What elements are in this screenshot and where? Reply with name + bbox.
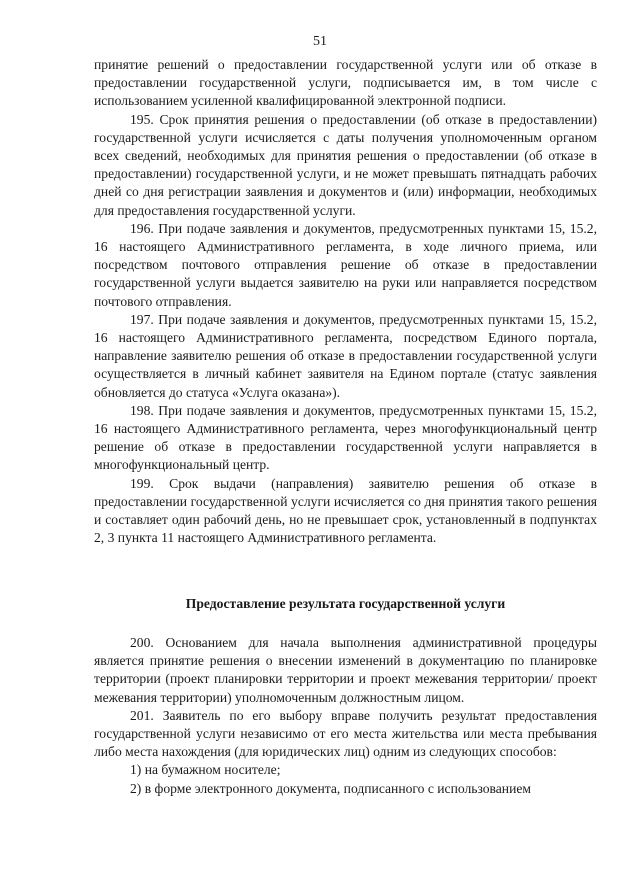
paragraph: 199. Срок выдачи (направления) заявителю решения об отказе в предоставлении государственной услуги исчисляется со дня принятия такого решения и составляет один рабочий день, но не превышает срок, установленный в подпунктах 2, 3 пункта 11 настоящего Административного регламента.: [94, 475, 597, 546]
paragraph: 201. Заявитель по его выбору вправе получить результат предоставления государственной услуги независимо от его места жительства или места пребывания либо места нахождения (для юридических лиц) одним из следующих способов:: [94, 707, 597, 760]
paragraph: 200. Основанием для начала выполнения административной процедуры является принятие решения о внесении изменений в документацию по планировке территории (проект планировки территории и проект межевания территории/ проект межевания территории) уполномоченным должностным лицом.: [94, 635, 597, 705]
list-item: 2) в форме электронного документа, подписанного с использованием: [130, 780, 531, 796]
paragraph: принятие решений о предоставлении государственной услуги или об отказе в предоставлении государственной услуги, подписывается им, в том числе с использованием усиленной квалифицированной электронной подписи.: [94, 57, 597, 109]
list-item: 1) на бумажном носителе;: [130, 762, 281, 778]
body-text-block-2: [94, 634, 597, 798]
paragraph: 197. При подаче заявления и документов, предусмотренных пунктами 15, 15.2, 16 настоящего Административного регламента, посредством Единого портала, направление заявителю решения об отказе в предоставлении государственной услуги осуществляется в личный кабинет заявителя на Едином портале (статус заявления обновляется до статуса «Услуга оказана»).: [94, 311, 597, 400]
paragraph: 198. При подаче заявления и документов, предусмотренных пунктами 15, 15.2, 16 настоящего Административного регламента, через многофункциональный центр решение об отказе в предоставлении государственной услуги направляется в многофункциональный центр.: [94, 402, 597, 473]
body-text-block: [94, 56, 597, 547]
paragraph: 196. При подаче заявления и документов, предусмотренных пунктами 15, 15.2, 16 настоящего Административного регламента, в ходе личного приема, или посредством почтового отправления решение об отказе в предоставлении государственной услуги выдается заявителю на руки или направляется посредством почтового отправления.: [94, 220, 597, 309]
page-number: 51: [313, 34, 327, 49]
section-heading: Предоставление результата государственной услуги: [185, 596, 506, 611]
paragraph: 195. Срок принятия решения о предоставлении (об отказе в предоставлении) государственной услуги исчисляется с даты получения уполномоченным органом всех сведений, необходимых для принятия решения о предоставлении (об отказе в предоставлении) государственной услуги, и не может превышать пятнадцать рабочих дней со дня регистрации заявления и документов и (или) информации, необходимых для предоставления государственной услуги.: [94, 111, 597, 218]
